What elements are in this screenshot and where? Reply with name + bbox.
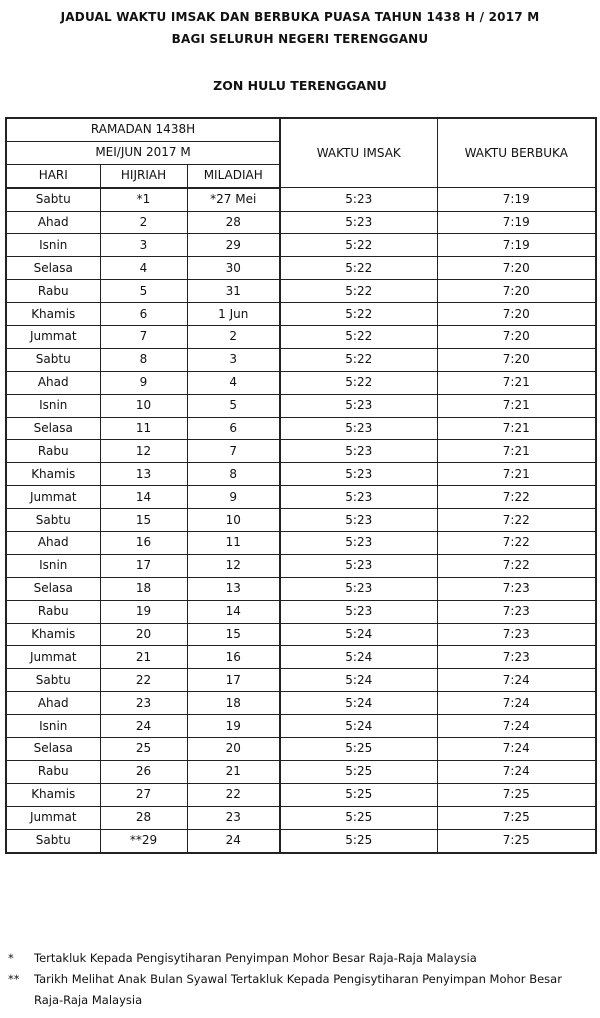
cell-berbuka: 7:23 xyxy=(437,646,596,669)
zone-title: ZON HULU TERENGGANU xyxy=(213,78,387,93)
table-row xyxy=(6,394,596,417)
cell-miladiah: 1 Jun xyxy=(187,303,280,326)
cell-imsak: 5:23 xyxy=(280,577,437,600)
cell-berbuka: 7:21 xyxy=(437,417,596,440)
cell-berbuka: 7:25 xyxy=(437,806,596,829)
cell-miladiah: 3 xyxy=(187,348,280,371)
cell-miladiah: 7 xyxy=(187,440,280,463)
footnote-2-continued: Raja-Raja Malaysia xyxy=(34,993,143,1007)
cell-hijriah: 8 xyxy=(100,348,187,371)
cell-hari: Sabtu xyxy=(6,188,100,211)
cell-hari: Khamis xyxy=(6,303,100,326)
cell-miladiah: 16 xyxy=(187,646,280,669)
cell-berbuka: 7:19 xyxy=(437,211,596,234)
table-row xyxy=(6,554,596,577)
cell-imsak: 5:23 xyxy=(280,188,437,211)
footnote-2 xyxy=(8,969,593,990)
cell-imsak: 5:25 xyxy=(280,738,437,761)
cell-imsak: 5:23 xyxy=(280,600,437,623)
table-row xyxy=(6,646,596,669)
cell-hari: Sabtu xyxy=(6,669,100,692)
table-row xyxy=(6,692,596,715)
table-row xyxy=(6,440,596,463)
cell-imsak: 5:24 xyxy=(280,646,437,669)
table-row xyxy=(6,738,596,761)
cell-hijriah: 9 xyxy=(100,371,187,394)
cell-hari: Ahad xyxy=(6,532,100,555)
cell-hijriah: 11 xyxy=(100,417,187,440)
cell-imsak: 5:25 xyxy=(280,829,437,852)
cell-hari: Selasa xyxy=(6,577,100,600)
cell-imsak: 5:23 xyxy=(280,440,437,463)
table-row xyxy=(6,348,596,371)
timetable-body xyxy=(6,188,596,853)
cell-hari: Rabu xyxy=(6,600,100,623)
cell-imsak: 5:22 xyxy=(280,234,437,257)
cell-miladiah: 22 xyxy=(187,783,280,806)
cell-imsak: 5:22 xyxy=(280,257,437,280)
table-row xyxy=(6,577,596,600)
table-row xyxy=(6,715,596,738)
cell-hijriah: 16 xyxy=(100,532,187,555)
cell-berbuka: 7:21 xyxy=(437,394,596,417)
cell-miladiah: 5 xyxy=(187,394,280,417)
cell-miladiah: 15 xyxy=(187,623,280,646)
cell-hari: Khamis xyxy=(6,783,100,806)
cell-miladiah: 8 xyxy=(187,463,280,486)
table-row xyxy=(6,303,596,326)
cell-imsak: 5:22 xyxy=(280,303,437,326)
table-row xyxy=(6,257,596,280)
cell-imsak: 5:24 xyxy=(280,623,437,646)
hari-header: HARI xyxy=(6,164,100,187)
cell-hari: Jummat xyxy=(6,806,100,829)
table-row xyxy=(6,234,596,257)
cell-imsak: 5:25 xyxy=(280,760,437,783)
cell-miladiah: 4 xyxy=(187,371,280,394)
cell-hijriah: 26 xyxy=(100,760,187,783)
cell-berbuka: 7:23 xyxy=(437,600,596,623)
cell-hijriah: 6 xyxy=(100,303,187,326)
cell-miladiah: 9 xyxy=(187,486,280,509)
footnote-1 xyxy=(8,948,593,969)
cell-hijriah: 13 xyxy=(100,463,187,486)
cell-hijriah: 10 xyxy=(100,394,187,417)
table-row xyxy=(6,417,596,440)
cell-miladiah: 2 xyxy=(187,326,280,349)
table-row xyxy=(6,829,596,852)
table-row xyxy=(6,806,596,829)
document-subtitle: BAGI SELURUH NEGERI TERENGGANU xyxy=(171,32,429,46)
cell-imsak: 5:24 xyxy=(280,692,437,715)
cell-hijriah: 2 xyxy=(100,211,187,234)
cell-hijriah: 27 xyxy=(100,783,187,806)
cell-miladiah: *27 Mei xyxy=(187,188,280,211)
cell-miladiah: 31 xyxy=(187,280,280,303)
cell-berbuka: 7:25 xyxy=(437,783,596,806)
cell-hari: Jummat xyxy=(6,486,100,509)
cell-miladiah: 21 xyxy=(187,760,280,783)
cell-imsak: 5:23 xyxy=(280,554,437,577)
table-row xyxy=(6,760,596,783)
cell-berbuka: 7:23 xyxy=(437,577,596,600)
cell-hari: Selasa xyxy=(6,417,100,440)
cell-hijriah: 22 xyxy=(100,669,187,692)
cell-hijriah: 23 xyxy=(100,692,187,715)
cell-hijriah: 24 xyxy=(100,715,187,738)
table-row xyxy=(6,532,596,555)
footnote-mark: ** xyxy=(8,972,20,986)
footnote-mark: * xyxy=(8,951,14,965)
cell-imsak: 5:23 xyxy=(280,417,437,440)
cell-hijriah: 12 xyxy=(100,440,187,463)
cell-hari: Sabtu xyxy=(6,509,100,532)
cell-hari: Ahad xyxy=(6,371,100,394)
table-row xyxy=(6,509,596,532)
cell-miladiah: 19 xyxy=(187,715,280,738)
table-row xyxy=(6,188,596,211)
cell-hijriah: 5 xyxy=(100,280,187,303)
cell-imsak: 5:22 xyxy=(280,348,437,371)
cell-berbuka: 7:22 xyxy=(437,532,596,555)
cell-hari: Sabtu xyxy=(6,348,100,371)
table-row xyxy=(6,326,596,349)
cell-berbuka: 7:20 xyxy=(437,303,596,326)
cell-miladiah: 11 xyxy=(187,532,280,555)
cell-miladiah: 6 xyxy=(187,417,280,440)
table-row xyxy=(6,783,596,806)
cell-berbuka: 7:23 xyxy=(437,623,596,646)
cell-imsak: 5:23 xyxy=(280,394,437,417)
berbuka-header: WAKTU BERBUKA xyxy=(437,118,596,188)
cell-berbuka: 7:24 xyxy=(437,738,596,761)
cell-hari: Sabtu xyxy=(6,829,100,852)
imsak-header: WAKTU IMSAK xyxy=(280,118,437,188)
table-row xyxy=(6,211,596,234)
cell-hari: Rabu xyxy=(6,280,100,303)
cell-miladiah: 30 xyxy=(187,257,280,280)
cell-hijriah: 17 xyxy=(100,554,187,577)
cell-hari: Isnin xyxy=(6,394,100,417)
timetable xyxy=(5,117,597,854)
footnote-text: Tertakluk Kepada Pengisytiharan Penyimpan Mohor Besar Raja-Raja Malaysia xyxy=(34,951,477,965)
cell-miladiah: 13 xyxy=(187,577,280,600)
cell-hijriah: 14 xyxy=(100,486,187,509)
cell-hijriah: 15 xyxy=(100,509,187,532)
cell-berbuka: 7:20 xyxy=(437,257,596,280)
miladiah-header: MILADIAH xyxy=(187,164,280,187)
cell-hari: Khamis xyxy=(6,463,100,486)
cell-hari: Selasa xyxy=(6,738,100,761)
cell-hijriah: 7 xyxy=(100,326,187,349)
cell-imsak: 5:24 xyxy=(280,715,437,738)
cell-hijriah: **29 xyxy=(100,829,187,852)
cell-berbuka: 7:20 xyxy=(437,280,596,303)
cell-imsak: 5:25 xyxy=(280,806,437,829)
cell-berbuka: 7:21 xyxy=(437,463,596,486)
cell-imsak: 5:25 xyxy=(280,783,437,806)
cell-hijriah: 18 xyxy=(100,577,187,600)
cell-berbuka: 7:25 xyxy=(437,829,596,852)
ramadan-header: RAMADAN 1438H xyxy=(6,118,280,141)
cell-hijriah: 19 xyxy=(100,600,187,623)
cell-imsak: 5:23 xyxy=(280,532,437,555)
cell-berbuka: 7:20 xyxy=(437,326,596,349)
cell-berbuka: 7:19 xyxy=(437,234,596,257)
cell-berbuka: 7:21 xyxy=(437,371,596,394)
document-title: JADUAL WAKTU IMSAK DAN BERBUKA PUASA TAHUN 1438 H / 2017 M xyxy=(60,10,540,24)
cell-hari: Ahad xyxy=(6,211,100,234)
hijriah-header: HIJRIAH xyxy=(100,164,187,187)
cell-miladiah: 29 xyxy=(187,234,280,257)
cell-miladiah: 23 xyxy=(187,806,280,829)
cell-berbuka: 7:21 xyxy=(437,440,596,463)
cell-hijriah: *1 xyxy=(100,188,187,211)
cell-hari: Rabu xyxy=(6,760,100,783)
cell-hari: Jummat xyxy=(6,326,100,349)
cell-hijriah: 20 xyxy=(100,623,187,646)
cell-imsak: 5:23 xyxy=(280,509,437,532)
cell-hijriah: 28 xyxy=(100,806,187,829)
footnotes xyxy=(8,948,593,1011)
cell-hari: Isnin xyxy=(6,554,100,577)
cell-hijriah: 3 xyxy=(100,234,187,257)
cell-hari: Khamis xyxy=(6,623,100,646)
cell-imsak: 5:23 xyxy=(280,211,437,234)
month-header: MEI/JUN 2017 M xyxy=(6,141,280,164)
cell-hari: Ahad xyxy=(6,692,100,715)
cell-berbuka: 7:22 xyxy=(437,509,596,532)
cell-berbuka: 7:24 xyxy=(437,692,596,715)
cell-berbuka: 7:24 xyxy=(437,760,596,783)
cell-miladiah: 10 xyxy=(187,509,280,532)
cell-miladiah: 17 xyxy=(187,669,280,692)
table-row xyxy=(6,463,596,486)
cell-hijriah: 4 xyxy=(100,257,187,280)
cell-imsak: 5:22 xyxy=(280,371,437,394)
cell-miladiah: 18 xyxy=(187,692,280,715)
cell-imsak: 5:24 xyxy=(280,669,437,692)
cell-miladiah: 28 xyxy=(187,211,280,234)
cell-hijriah: 21 xyxy=(100,646,187,669)
cell-miladiah: 20 xyxy=(187,738,280,761)
table-row xyxy=(6,600,596,623)
cell-hijriah: 25 xyxy=(100,738,187,761)
cell-berbuka: 7:22 xyxy=(437,554,596,577)
cell-hari: Rabu xyxy=(6,440,100,463)
table-row xyxy=(6,280,596,303)
cell-miladiah: 14 xyxy=(187,600,280,623)
cell-hari: Isnin xyxy=(6,234,100,257)
cell-imsak: 5:22 xyxy=(280,326,437,349)
cell-berbuka: 7:24 xyxy=(437,715,596,738)
cell-berbuka: 7:19 xyxy=(437,188,596,211)
table-row xyxy=(6,623,596,646)
cell-berbuka: 7:20 xyxy=(437,348,596,371)
cell-miladiah: 12 xyxy=(187,554,280,577)
table-row xyxy=(6,669,596,692)
table-row xyxy=(6,371,596,394)
cell-imsak: 5:23 xyxy=(280,486,437,509)
cell-miladiah: 24 xyxy=(187,829,280,852)
cell-hari: Selasa xyxy=(6,257,100,280)
cell-hari: Isnin xyxy=(6,715,100,738)
cell-imsak: 5:22 xyxy=(280,280,437,303)
cell-hari: Jummat xyxy=(6,646,100,669)
cell-imsak: 5:23 xyxy=(280,463,437,486)
table-row xyxy=(6,486,596,509)
cell-berbuka: 7:24 xyxy=(437,669,596,692)
footnote-text: Tarikh Melihat Anak Bulan Syawal Tertakluk Kepada Pengisytiharan Penyimpan Mohor Besar xyxy=(34,972,562,986)
cell-berbuka: 7:22 xyxy=(437,486,596,509)
